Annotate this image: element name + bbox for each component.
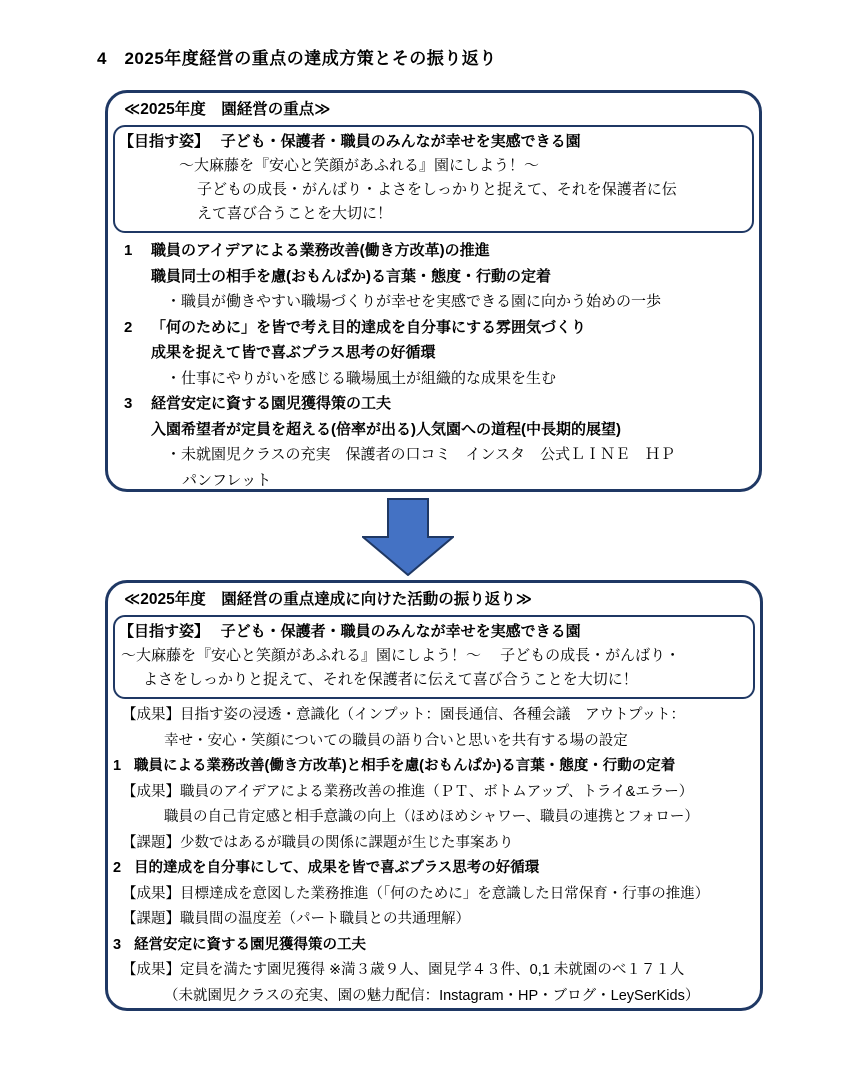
review-line	[108, 856, 760, 882]
review-line-text: 経営安定に資する園児獲得策の工夫	[134, 936, 366, 953]
review-line-text: 目的達成を自分事にして、成果を皆で喜ぶプラス思考の好循環	[134, 860, 540, 876]
priority-item-title	[108, 238, 759, 264]
priorities-box	[105, 90, 762, 492]
review-line	[108, 933, 760, 959]
item-number: 2	[113, 860, 122, 876]
priority-item	[108, 391, 759, 493]
priority-item	[108, 315, 759, 392]
item-number: 3	[124, 395, 133, 412]
item-number: 3	[113, 936, 122, 953]
review-line: 職員の自己肯定感と相手意識の向上（ほめほめシャワー、職員の連携とフォロー）	[164, 809, 699, 825]
priorities-box-header: ≪2025年度 園経営の重点≫	[124, 101, 331, 118]
item-title-text: 「何のために」を皆で考え目的達成を自分事にする雰囲気づくり	[151, 318, 587, 336]
priority-item-subtitle: 職員同士の相手を慮(おもんぱか)る言葉・態度・行動の定着	[151, 267, 551, 285]
down-arrow-shape	[363, 499, 453, 575]
item-number: 1	[124, 242, 133, 259]
priority-item-subtitle: 成果を捉えて皆で喜ぶプラス思考の好循環	[151, 344, 436, 361]
review-line: （未就園児クラスの充実、園の魅力配信：Instagram・HP・ブログ・LeySerKids）	[164, 987, 700, 1004]
goal-box	[113, 125, 754, 233]
priority-item-bullet: ・仕事にやりがいを感じる職場風土が組織的な成果を生む	[166, 369, 557, 387]
item-number: 1	[113, 758, 122, 774]
goal-line: 子どもの成長・がんばり・よさをしっかりと捉えて、それを保護者に伝	[197, 181, 677, 198]
review-line: 【課題】職員間の温度差（パート職員との共通理解）	[122, 911, 470, 927]
review-box	[105, 580, 763, 1011]
review-line: 【成果】定員を満たす園児獲得 ※満３歳９人、園見学４３件、0,1 未就園のべ１７１人	[122, 962, 685, 978]
review-line-text: 職員による業務改善(働き方改革)と相手を慮(おもんぱか)る言葉・態度・行動の定着	[134, 758, 676, 774]
review-line: 幸せ・安心・笑顔についての職員の語り合いと思いを共有する場の設定	[164, 732, 628, 749]
down-arrow	[362, 498, 454, 576]
priority-item-bullet: パンフレット	[182, 471, 272, 489]
goal-line: ～大麻藤を『安心と笑顔があふれる』園にしよう！～ 子どもの成長・がんばり・	[121, 647, 681, 664]
goal-line: 【目指す姿】 子ども・保護者・職員のみんなが幸せを実感できる園	[119, 133, 581, 150]
item-title-text: 職員のアイデアによる業務改善(働き方改革)の推進	[151, 242, 490, 259]
item-title-text: 経営安定に資する園児獲得策の工夫	[151, 395, 392, 412]
priority-item-bullet: ・職員が働きやすい職場づくりが幸せを実感できる園に向かう始めの一歩	[166, 293, 662, 310]
goal-line: よさをしっかりと捉えて、それを保護者に伝えて喜び合うことを大切に！	[143, 671, 638, 688]
priority-item-title	[108, 315, 759, 341]
page-title: 4 2025年度経営の重点の達成方策とその振り返り	[97, 49, 497, 68]
review-line: 【成果】職員のアイデアによる業務改善の推進（ＰＴ、ボトムアップ、トライ&エラー）	[122, 783, 694, 800]
review-line: 【成果】目指す姿の浸透・意識化（インプット：園長通信、各種会議 アウトプット：	[122, 707, 686, 723]
goal-line: えて喜び合うことを大切に！	[197, 205, 393, 222]
review-line	[108, 754, 760, 780]
priority-item-title	[108, 391, 759, 417]
item-number: 2	[124, 318, 133, 336]
priority-item-bullet: ・未就園児クラスの充実 保護者の口コミ インスタ 公式ＬＩＮＥ ＨＰ	[166, 446, 676, 463]
review-box-header: ≪2025年度 園経営の重点達成に向けた活動の振り返り≫	[124, 591, 532, 608]
goal-line: 【目指す姿】 子ども・保護者・職員のみんなが幸せを実感できる園	[119, 623, 581, 640]
review-line: 【成果】目標達成を意図した業務推進（「何のために」を意識した日常保育・行事の推進）	[122, 885, 710, 902]
priority-item	[108, 238, 759, 315]
review-line: 【課題】少数ではあるが職員の関係に課題が生じた事案あり	[122, 834, 514, 851]
priority-item-subtitle: 入園希望者が定員を超える(倍率が出る)人気園への道程(中長期的展望)	[151, 420, 621, 438]
goal-box	[113, 615, 755, 699]
goal-line: ～大麻藤を『安心と笑顔があふれる』園にしよう！～	[179, 157, 540, 174]
